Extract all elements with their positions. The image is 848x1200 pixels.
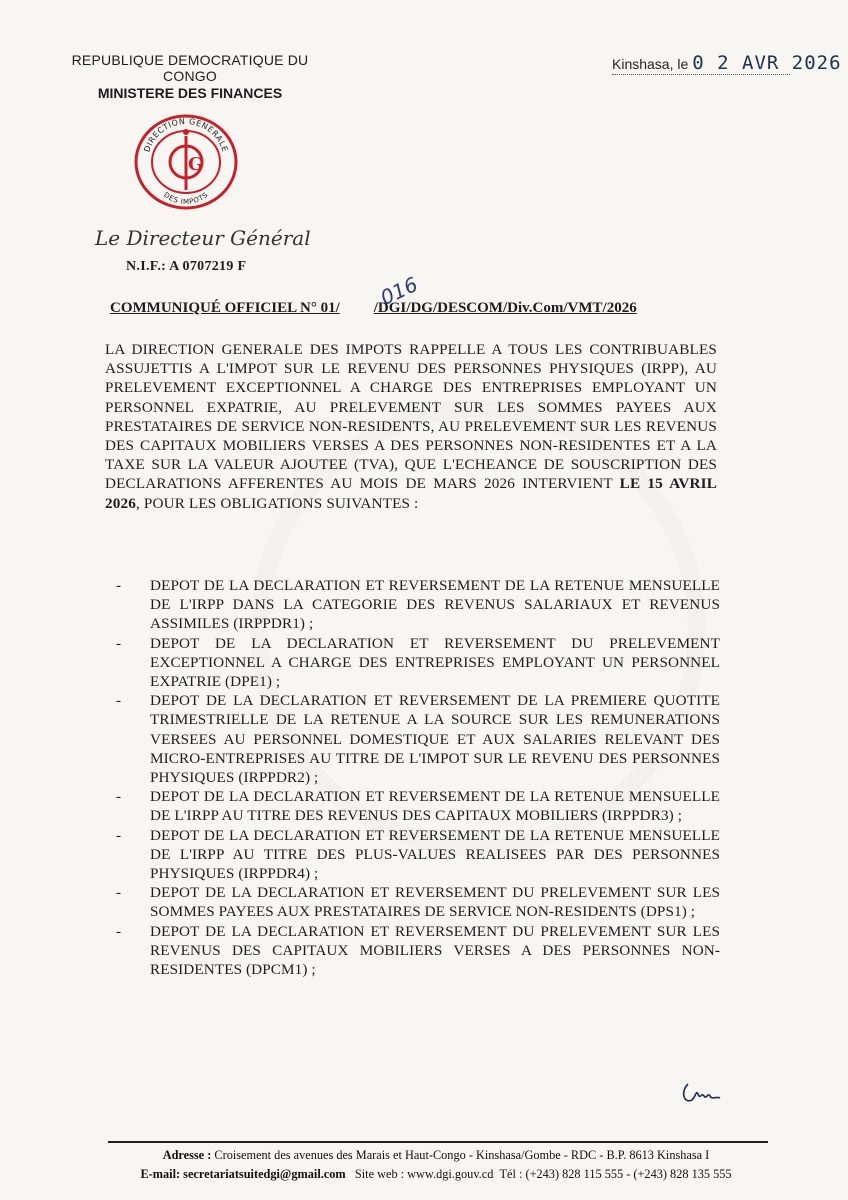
- initials-signature: [680, 1078, 726, 1108]
- svg-text:DES IMPOTS: DES IMPOTS: [162, 190, 210, 207]
- ministry-name: MINISTERE DES FINANCES: [97, 85, 283, 101]
- intro-text-after: , POUR LES OBLIGATIONS SUIVANTES :: [135, 494, 419, 512]
- bullet-dash: -: [116, 826, 122, 844]
- list-item: [116, 787, 720, 825]
- footer-address-line: [86, 1146, 786, 1165]
- address-label: Adresse :: [162, 1148, 212, 1162]
- list-item: [116, 922, 720, 980]
- svg-text:G: G: [188, 154, 204, 175]
- communique-title: [110, 300, 637, 317]
- phone-numbers: (+243) 828 115 555 - (+243) 828 135 555: [525, 1167, 732, 1181]
- list-item: [116, 634, 720, 692]
- bullet-dash: -: [116, 788, 122, 806]
- website-label: Site web :: [354, 1167, 405, 1181]
- obligations-list: [116, 576, 720, 979]
- bullet-dash: -: [116, 577, 122, 594]
- bullet-dash: -: [116, 634, 122, 652]
- republic-name: REPUBLIQUE DEMOCRATIQUE DU CONGO: [71, 52, 309, 84]
- website-link[interactable]: www.dgi.gouv.cd: [407, 1167, 494, 1181]
- list-item: [116, 576, 720, 634]
- obligation-text: DEPOT DE LA DECLARATION ET REVERSEMENT DE LA RETENUE MENSUELLE DE L'IRPP AU TITRE DES REVENUS DES CAPITAUX MOBILIERS (IRPPDR3) ;: [150, 788, 720, 825]
- address-text: Croisement des avenues des Marais et Haut-Congo - Kinshasa/Gombe - RDC - B.P. 8613 Kinshasa I: [214, 1148, 710, 1162]
- obligation-text: DEPOT DE LA DECLARATION ET REVERSEMENT DU PRELEVEMENT SUR LES REVENUS DES CAPITAUX MOBILIERS VERSES A DES PERSONNES NON-RESIDENTES (DPCM1) ;: [150, 922, 720, 979]
- letterhead: [60, 52, 320, 101]
- intro-text-before: LA DIRECTION GENERALE DES IMPOTS RAPPELLE A TOUS LES CONTRIBUABLES ASSUJETTIS A L'IMPOT SUR LE REVENU DES PERSONNES PHYSIQUES (IRPP), AU PRELEVEMENT EXCEPTIONNEL A CHARGE DES ENTREPRISES EMPLOYANT UN PERSONNEL EXPATRIE, AU PRELEVEMENT SUR LES SOMMES PAYEES AUX PRESTATAIRES DE SERVICE NON-RESIDENTS, AU PRELEVEMENT SUR LES REVENUS DES CAPITAUX MOBILIERS VERSES A DES PERSONNES NON-RESIDENTES ET A LA TAXE SUR LA VALEUR AJOUTEE (TVA), QUE L'ECHEANCE DE SOUSCRIPTION DES DECLARATIONS AFFERENTES AU MOIS DE MARS 2026 INTERVIENT: [105, 341, 717, 493]
- bullet-dash: -: [116, 922, 122, 940]
- svg-text:DIRECTION GENERALE: DIRECTION GENERALE: [142, 116, 230, 154]
- bullet-dash: -: [116, 692, 122, 710]
- footer-contact-line: [86, 1165, 786, 1184]
- phone-label: Tél :: [499, 1167, 523, 1181]
- obligation-text: DEPOT DE LA DECLARATION ET REVERSEMENT DE LA RETENUE MENSUELLE DE L'IRPP DANS LA CATEGORIE DES REVENUS SALARIAUX ET REVENUS ASSIMILES (IRPPDR1) ;: [150, 577, 720, 633]
- footer: [86, 1146, 786, 1184]
- bullet-dash: -: [116, 884, 122, 902]
- date-line: [612, 52, 842, 74]
- list-item: [116, 691, 720, 787]
- obligation-text: DEPOT DE LA DECLARATION ET REVERSEMENT DU PRELEVEMENT SUR LES SOMMES PAYEES AUX PRESTATAIRES DE SERVICE NON-RESIDENTS (DPS1) ;: [150, 884, 720, 921]
- handwritten-number: 016: [376, 272, 422, 310]
- director-title: Le Directeur Général: [95, 226, 311, 250]
- obligation-text: DEPOT DE LA DECLARATION ET REVERSEMENT DU PRELEVEMENT EXCEPTIONNEL A CHARGE DES ENTREPRISES EMPLOYANT UN PERSONNEL EXPATRIE (DPE1) ;: [150, 634, 720, 691]
- obligation-text: DEPOT DE LA DECLARATION ET REVERSEMENT DE LA RETENUE MENSUELLE DE L'IRPP AU TITRE DES PLUS-VALUES REALISEES PAR DES PERSONNES PHYSIQUES (IRPPDR4) ;: [150, 826, 720, 883]
- intro-paragraph: [105, 340, 717, 513]
- communique-prefix: COMMUNIQUÉ OFFICIEL N° 01/: [110, 300, 340, 316]
- list-item: [116, 826, 720, 884]
- list-item: [116, 883, 720, 921]
- obligation-text: DEPOT DE LA DECLARATION ET REVERSEMENT DE LA PREMIERE QUOTITE TRIMESTRIELLE DE LA RETENUE A LA SOURCE SUR LES REMUNERATIONS VERSEES AU PERSONNEL DOMESTIQUE ET AUX SALARIES RELEVANT DES MICRO-ENTREPRISES AU TITRE DE L'IMPOT SUR LE REVENU DES PERSONNES PHYSIQUES (IRPPDR2) ;: [150, 692, 720, 787]
- communique-suffix: /DGI/DG/DESCOM/Div.Com/VMT/2026: [373, 300, 637, 316]
- dgi-seal-logo: [130, 110, 242, 210]
- date-underline: [612, 74, 790, 75]
- tax-id: N.I.F.: A 0707219 F: [126, 259, 247, 274]
- place-prefix: Kinshasa, le: [612, 56, 689, 72]
- date-stamp: 0 2 AVR 2026: [692, 52, 842, 74]
- email-label: E-mail:: [140, 1167, 181, 1181]
- email-link[interactable]: secretariatsuitedgi@gmail.com: [183, 1167, 346, 1181]
- footer-divider: [108, 1141, 768, 1143]
- deadline-date: LE 15 AVRIL 2026: [105, 475, 717, 512]
